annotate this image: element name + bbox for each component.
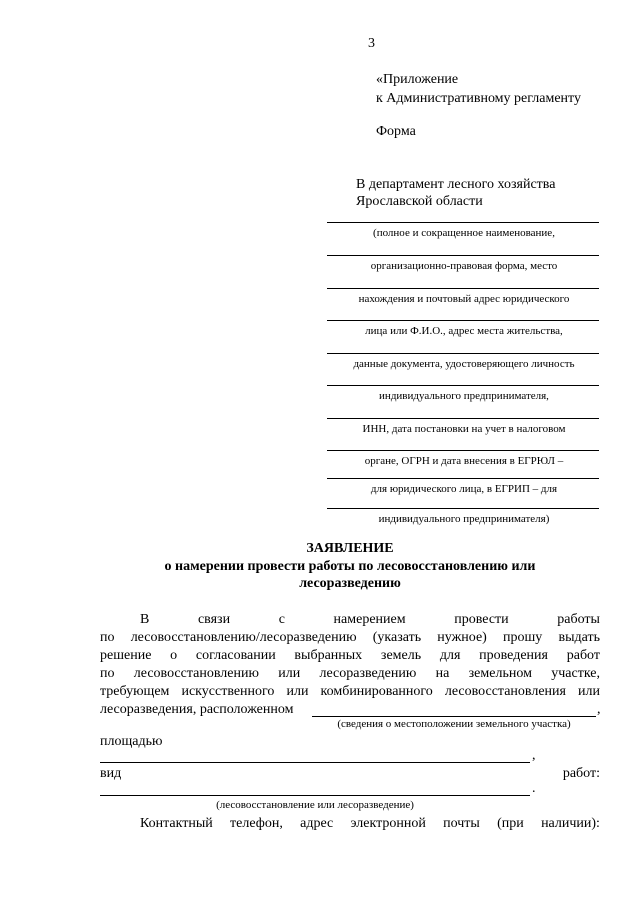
contact-word: наличии): (541, 816, 600, 831)
appendix-line-2: к Административному регламенту (376, 91, 581, 106)
statement-subtitle-line-2: лесоразведению (299, 576, 401, 591)
form-label: Форма (376, 124, 416, 139)
body-word: работы (557, 612, 600, 627)
addressee-line-1: В департамент лесного хозяйства (356, 177, 556, 192)
body-word: провести (454, 612, 509, 627)
applicant-hint: для юридического лица, в ЕГРИП – для (370, 483, 558, 495)
contact-word: Контактный (140, 816, 213, 831)
body-word: В (140, 612, 150, 627)
contact-word: электронной (350, 816, 426, 831)
applicant-fill-line (327, 478, 599, 479)
applicant-hint: организационно-правовая форма, место (370, 260, 558, 272)
area-comma: , (532, 748, 536, 763)
body-word: намерением (333, 612, 406, 627)
applicant-hint: данные документа, удостоверяющего личность (353, 358, 575, 370)
applicant-fill-line (327, 385, 599, 386)
applicant-fill-line (327, 288, 599, 289)
contact-word: почты (443, 816, 480, 831)
body-word: с (278, 612, 285, 627)
area-fill-line (100, 762, 530, 763)
type-fill-line (100, 795, 530, 796)
body-word: связи (197, 612, 231, 627)
applicant-hint: индивидуального предпринимателя, (379, 390, 549, 402)
applicant-hint: индивидуального предпринимателя) (378, 513, 550, 525)
body-line-4: по лесовосстановлению или лесоразведению на земельном участке, (100, 666, 600, 681)
applicant-hint: лица или Ф.И.О., адрес места жительства, (365, 325, 563, 337)
applicant-hint: нахождения и почтовый адрес юридического (358, 293, 570, 305)
applicant-fill-line (327, 320, 599, 321)
body-line-5: требующем искусственного или комбинированного лесовосстановления или (100, 684, 600, 699)
type-hint: (лесовосстановление или лесоразведение) (216, 799, 414, 811)
applicant-fill-line (327, 508, 599, 509)
statement-title: ЗАЯВЛЕНИЕ (306, 541, 394, 556)
contact-line (140, 816, 600, 832)
applicant-fill-line (327, 418, 599, 419)
location-comma: , (597, 702, 601, 717)
page-number: 3 (368, 36, 375, 51)
applicant-fill-line (327, 353, 599, 354)
location-fill-line (312, 716, 596, 717)
applicant-hint: (полное и сокращенное наименование, (373, 227, 555, 239)
contact-word: телефон, (230, 816, 283, 831)
applicant-hint: органе, ОГРН и дата внесения в ЕГРЮЛ – (364, 455, 564, 467)
area-label: площадью (100, 734, 163, 749)
addressee-line-2: Ярославской области (356, 194, 483, 209)
statement-subtitle-line-1: о намерении провести работы по лесовосстановлению или (164, 559, 536, 574)
appendix-line-1: «Приложение (376, 72, 459, 87)
type-label: вид (100, 766, 122, 781)
body-line-3: решение о согласовании выбранных земель для проведения работ (100, 648, 600, 663)
body-line-1 (140, 612, 600, 628)
body-line-6: лесоразведения, расположенном (100, 702, 294, 717)
works-label: работ: (562, 766, 600, 781)
applicant-hint: ИНН, дата постановки на учет в налоговом (362, 423, 566, 435)
location-hint: (сведения о местоположении земельного участка) (337, 718, 571, 730)
contact-word: адрес (300, 816, 334, 831)
applicant-fill-line (327, 450, 599, 451)
applicant-fill-line (327, 222, 599, 223)
body-line-2: по лесовосстановлению/лесоразведению (указать нужное) прошу выдать (100, 630, 600, 645)
contact-word: (при (497, 816, 524, 831)
applicant-fill-line (327, 255, 599, 256)
type-period: . (532, 781, 536, 796)
